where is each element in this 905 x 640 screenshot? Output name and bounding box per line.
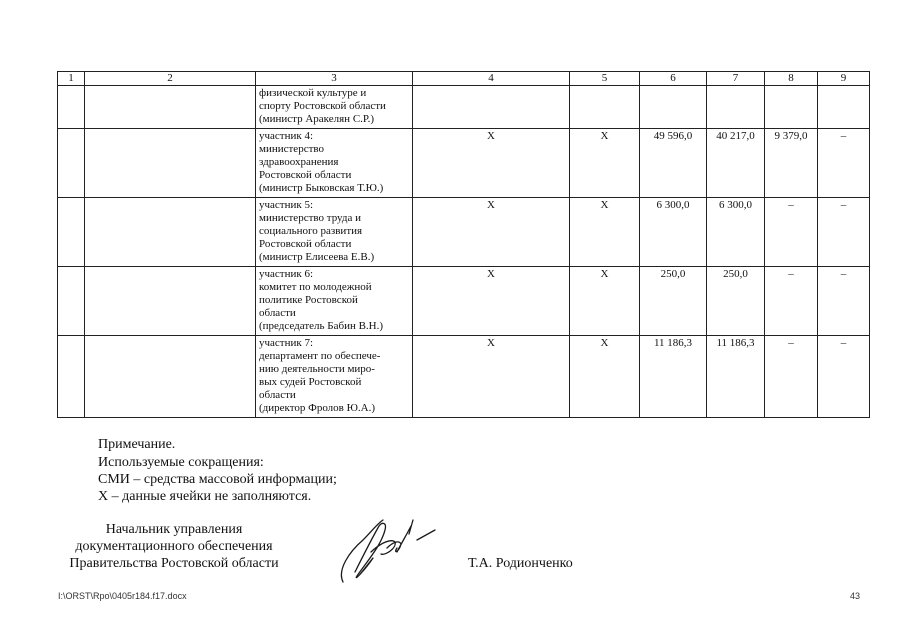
participant-line: политике Ростовской bbox=[259, 294, 358, 306]
participant-cell bbox=[256, 86, 413, 129]
table-cell-empty bbox=[85, 267, 256, 336]
column-header-9: 9 bbox=[818, 72, 870, 86]
value-cell-col-4: Х bbox=[413, 129, 570, 198]
column-header-8: 8 bbox=[765, 72, 818, 86]
table-row bbox=[58, 267, 870, 336]
value-cell-col-9: – bbox=[818, 198, 870, 267]
table-cell-empty bbox=[85, 129, 256, 198]
value-cell-col-6: 49 596,0 bbox=[640, 129, 707, 198]
table-cell-empty bbox=[58, 129, 85, 198]
value-cell-col-6: 6 300,0 bbox=[640, 198, 707, 267]
column-header-2: 2 bbox=[85, 72, 256, 86]
value-cell-col-9 bbox=[818, 86, 870, 129]
column-header-6: 6 bbox=[640, 72, 707, 86]
signoff-line-3: Правительства Ростовской области bbox=[69, 556, 279, 571]
value-cell-col-4: Х bbox=[413, 336, 570, 418]
table-cell-empty bbox=[85, 336, 256, 418]
value-cell-col-6: 250,0 bbox=[640, 267, 707, 336]
value-cell-col-4: Х bbox=[413, 267, 570, 336]
table-row bbox=[58, 336, 870, 418]
table-cell-empty bbox=[58, 336, 85, 418]
value-cell-col-7: 40 217,0 bbox=[707, 129, 765, 198]
value-cell-col-5: Х bbox=[570, 198, 640, 267]
value-cell-col-8: – bbox=[765, 267, 818, 336]
value-cell-col-5: Х bbox=[570, 336, 640, 418]
note-title: Примечание. bbox=[98, 437, 176, 452]
signoff-line-1: Начальник управления bbox=[105, 522, 243, 537]
value-cell-col-9: – bbox=[818, 267, 870, 336]
participant-line: нию деятельности миро- bbox=[259, 363, 375, 375]
table-row bbox=[58, 198, 870, 267]
column-header-1: 1 bbox=[58, 72, 85, 86]
participant-cell bbox=[256, 267, 413, 336]
participant-line: министерство bbox=[259, 143, 325, 155]
table-cell-empty bbox=[85, 198, 256, 267]
value-cell-col-9: – bbox=[818, 336, 870, 418]
value-cell-col-9: – bbox=[818, 129, 870, 198]
participant-line: участник 5: bbox=[259, 199, 314, 211]
value-cell-col-8: – bbox=[765, 198, 818, 267]
participant-line: участник 4: bbox=[259, 130, 314, 142]
value-cell-col-7: 250,0 bbox=[707, 267, 765, 336]
participant-line: вых судей Ростовской bbox=[259, 376, 362, 388]
participant-line: министерство труда и bbox=[259, 212, 361, 224]
participant-line: (министр Аракелян С.Р.) bbox=[259, 113, 375, 125]
participant-line: комитет по молодежной bbox=[259, 281, 372, 293]
table-header-row bbox=[58, 72, 870, 86]
participant-cell bbox=[256, 198, 413, 267]
participant-line: департамент по обеспече- bbox=[259, 350, 381, 362]
value-cell-col-4 bbox=[413, 86, 570, 129]
participant-line: здравоохранения bbox=[259, 156, 339, 168]
value-cell-col-5: Х bbox=[570, 129, 640, 198]
value-cell-col-7 bbox=[707, 86, 765, 129]
participant-line: области bbox=[259, 307, 296, 319]
participant-line: области bbox=[259, 389, 296, 401]
participant-cell bbox=[256, 129, 413, 198]
column-header-7: 7 bbox=[707, 72, 765, 86]
table-cell-empty bbox=[58, 86, 85, 129]
participant-line: (министр Елисеева Е.В.) bbox=[259, 251, 375, 263]
participant-line: спорту Ростовской области bbox=[259, 100, 386, 112]
signoff-line-2: документационного обеспечения bbox=[75, 539, 273, 554]
value-cell-col-5 bbox=[570, 86, 640, 129]
column-header-5: 5 bbox=[570, 72, 640, 86]
table-cell-empty bbox=[58, 267, 85, 336]
value-cell-col-8 bbox=[765, 86, 818, 129]
column-header-3: 3 bbox=[256, 72, 413, 86]
table-row bbox=[58, 129, 870, 198]
table-cell-empty bbox=[85, 86, 256, 129]
note-smi: СМИ – средства массовой информации; bbox=[98, 472, 337, 487]
note-abbreviations: Используемые сокращения: bbox=[98, 455, 264, 470]
value-cell-col-6: 11 186,3 bbox=[640, 336, 707, 418]
handwritten-signature bbox=[335, 512, 445, 587]
participant-line: участник 6: bbox=[259, 268, 314, 280]
budget-table bbox=[57, 71, 870, 418]
table-row bbox=[58, 86, 870, 129]
participant-line: Ростовской области bbox=[259, 169, 352, 181]
value-cell-col-6 bbox=[640, 86, 707, 129]
participant-line: социального развития bbox=[259, 225, 363, 237]
participant-cell bbox=[256, 336, 413, 418]
column-header-4: 4 bbox=[413, 72, 570, 86]
participant-line: участник 7: bbox=[259, 337, 314, 349]
participant-line: Ростовской области bbox=[259, 238, 352, 250]
participant-line: физической культуре и bbox=[259, 87, 367, 99]
value-cell-col-8: 9 379,0 bbox=[765, 129, 818, 198]
participant-line: (председатель Бабин В.Н.) bbox=[259, 320, 384, 332]
participant-line: (министр Быковская Т.Ю.) bbox=[259, 182, 384, 194]
value-cell-col-8: – bbox=[765, 336, 818, 418]
value-cell-col-7: 11 186,3 bbox=[707, 336, 765, 418]
value-cell-col-4: Х bbox=[413, 198, 570, 267]
file-path: I:\ORST\Rpo\0405r184.f17.docx bbox=[58, 591, 187, 601]
note-x: Х – данные ячейки не заполняются. bbox=[98, 489, 312, 504]
participant-line: (директор Фролов Ю.А.) bbox=[259, 402, 376, 414]
page-number: 43 bbox=[850, 591, 861, 601]
value-cell-col-7: 6 300,0 bbox=[707, 198, 765, 267]
signatory-name: Т.А. Родионченко bbox=[468, 556, 573, 571]
table-cell-empty bbox=[58, 198, 85, 267]
value-cell-col-5: Х bbox=[570, 267, 640, 336]
